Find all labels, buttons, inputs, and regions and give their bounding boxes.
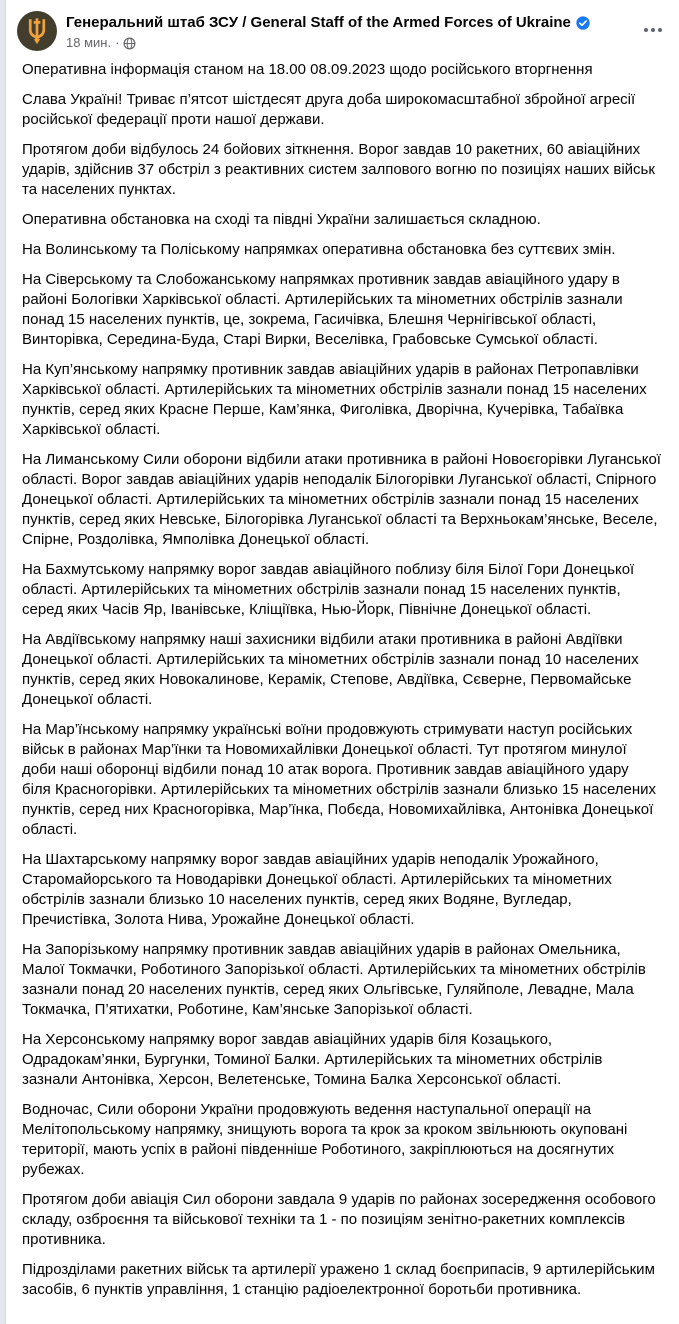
globe-privacy-icon (123, 37, 136, 50)
post-paragraph: На Волинському та Поліському напрямках оперативна обстановка без суттєвих змін. (22, 241, 616, 258)
post-paragraph: На Херсонському напрямку ворог завдав авіаційних ударів біля Козацького, Одрадокам’янки, Бургунки, Томиної Балки. Артилерійських та мінометних обстрілів зазнали Антонівка, Херсон, Велетенське, Томина Балка Херсонської області. (22, 1031, 603, 1088)
post-paragraph: На Авдіївському напрямку наші захисники відбили атаки противника в районі Авдіївки Донецької області. Артилерійських та мінометних обстрілів зазнали понад 10 населених пунктів, серед яких Новокалинове, Керамік, Степове, Авдіївка, Сєверне, Первомайське Донецької області. (22, 631, 639, 708)
post-paragraph: Слава Україні! Триває п’ятсот шістдесят друга доба широкомасштабної збройної агресії російської федерації проти нашої держави. (22, 91, 636, 128)
post-header (6, 0, 679, 56)
post-paragraph: На Мар’їнському напрямку українські воїни продовжують стримувати наступ російських військ в районах Мар’їнки та Новомихайлівки Донецької області. Тут протягом минулої доби наші оборонці відбили понад 10 атак ворога. Противник завдав авіаційного удару біля Красногорівки. Артилерійських та мінометних обстрілів зазнали близько 15 населених пунктів, серед них Красногорівка, Мар’їнка, Побєда, Новомихайлівка, Антонівка Донецької області. (22, 721, 657, 838)
post-paragraph: Оперативна обстановка на сході та півдні України залишається складною. (22, 211, 541, 228)
post-header-text (66, 11, 663, 51)
post-paragraph: На Сіверському та Слобожанському напрямках противник завдав авіаційного удару в районі Бологівки Харківської області. Артилерійських та мінометних обстрілів зазнали понад 15 населених пунктів, це, зокрема, Гасичівка, Блешня Чернігівської області, Винторівка, Середина-Буда, Старі Вирки, Веселівка, Грабовське Сумської області. (22, 271, 623, 348)
post-paragraph: Підрозділами ракетних військ та артилерії уражено 1 склад боєприпасів, 9 артилерійським засобів, 6 пунктів управління, 1 станцію радіоелектронної боротьби противника. (22, 1261, 655, 1298)
post-meta (66, 35, 663, 51)
post-paragraph: Оперативна інформація станом на 18.00 08.09.2023 щодо російського вторгнення (22, 61, 593, 78)
post-paragraph: Протягом доби авіація Сил оборони завдала 9 ударів по районах зосередження особового складу, озброєння та військової техніки та 1 - по позиціям зенітно-ракетних комплексів противника. (22, 1191, 656, 1248)
trident-emblem-icon (26, 17, 48, 45)
post-paragraph: На Шахтарському напрямку ворог завдав авіаційних ударів неподалік Урожайного, Старомайорського та Новодарівки Донецької області. Артилерійських та мінометних обстрілів зазнали близько 10 населених пунктів, серед яких Водяне, Вугледар, Пречистівка, Золота Нива, Урожайне Донецької області. (22, 851, 612, 928)
post-text (6, 56, 679, 1324)
more-options-button[interactable] (637, 14, 669, 46)
post-paragraph: Протягом доби відбулось 24 бойових зіткнення. Ворог завдав 10 ракетних, 60 авіаційних ударів, здійснив 37 обстріл з реактивних систем залпового вогню по позиціях наших військ та населених пунктах. (22, 141, 655, 198)
verified-badge-icon (576, 16, 590, 30)
meta-separator: · (115, 35, 120, 50)
post-paragraph: На Куп’янському напрямку противник завдав авіаційних ударів в районах Петропавлівки Харківської області. Артилерійських та мінометних обстрілів зазнали понад 15 населених пунктів, серед яких Красне Перше, Кам’янка, Фиголівка, Дворічна, Кучерівка, Табаївка Харківської області. (22, 361, 647, 438)
facebook-post-card (5, 0, 679, 1324)
ellipsis-icon (644, 28, 662, 32)
post-paragraph: Водночас, Сили оборони України продовжують ведення наступальної операції на Мелітопольському напрямку, знищують ворога та крок за кроком звільнюють окуповані території, мають успіх в районі південніше Роботиного, закріплюються на досягнутих рубежах. (22, 1101, 628, 1178)
post-paragraph: На Бахмутському напрямку ворог завдав авіаційного поблизу біля Білої Гори Донецької області. Артилерійських та мінометних обстрілів зазнали понад 15 населених пунктів, серед яких Часів Яр, Іванівське, Кліщіївка, Нью-Йорк, Північне Донецької області. (22, 561, 635, 618)
page-name-link[interactable]: Генеральний штаб ЗСУ / General Staff of the Armed Forces of Ukraine (66, 14, 571, 31)
timestamp-link[interactable]: 18 мин. (66, 35, 112, 50)
title-row (66, 13, 663, 32)
post-paragraph: На Запорізькому напрямку противник завдав авіаційних ударів в районах Омельника, Малої Токмачки, Роботиного Запорізької області. Артилерійських та мінометних обстрілів зазнали понад 20 населених пунктів, серед яких Ольгівське, Гуляйполе, Левадне, Мала Токмачка, П’ятихатки, Роботине, Кам’янське Запорізької області. (22, 941, 646, 1018)
post-paragraph: На Лиманському Сили оборони відбили атаки противника в районі Новоєгорівки Луганської області. Ворог завдав авіаційних ударів неподалік Білогорівки Луганської області, Спірного Донецької області. Артилерійських та мінометних обстрілів зазнали понад 15 населених пунктів, серед яких Невське, Білогорівка Луганської області та Верхньокам’янське, Веселе, Спірне, Роздолівка, Ямполівка Донецької області. (22, 451, 661, 548)
page-avatar[interactable] (17, 11, 57, 51)
